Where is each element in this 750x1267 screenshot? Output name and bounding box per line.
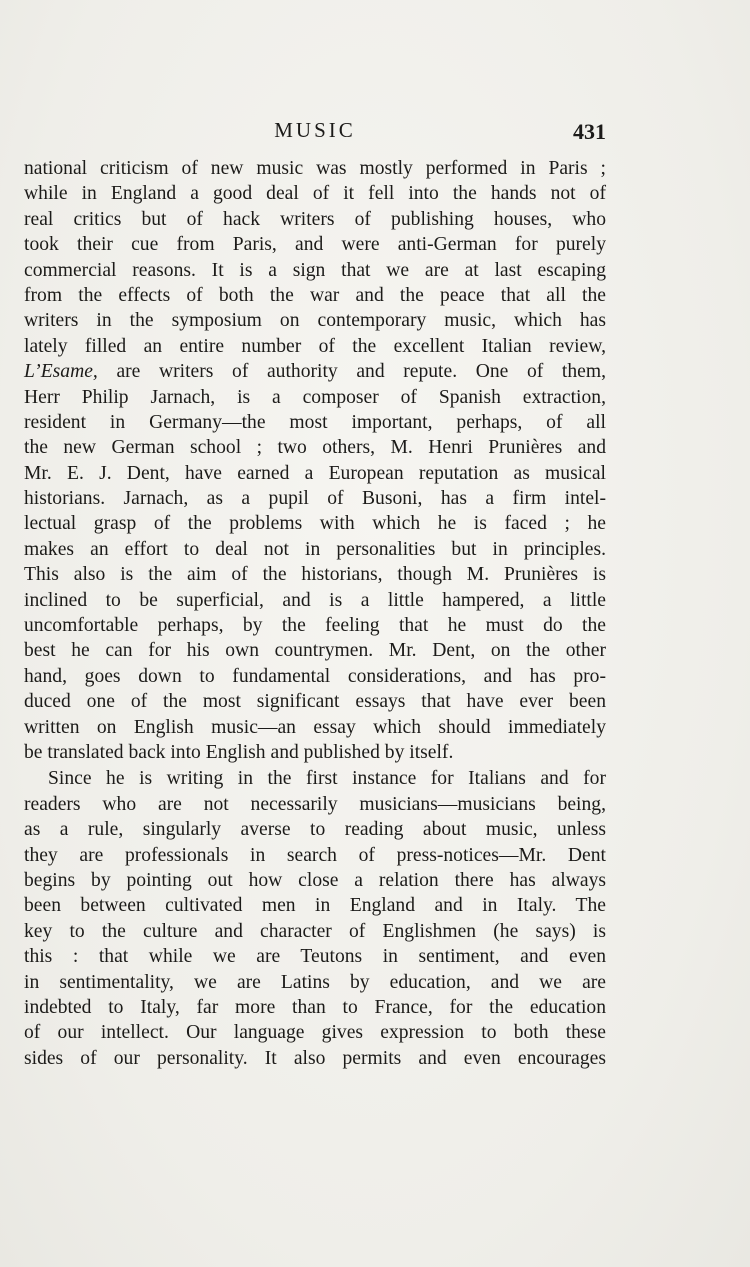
text-line: This also is the aim of the historians, though M. Prunières is — [24, 564, 606, 586]
text-line: key to the culture and character of Englishmen (he says) is — [24, 920, 606, 942]
text-line: Mr. E. J. Dent, have earned a European reputation as musical — [24, 462, 606, 484]
text-line: while in England a good deal of it fell into the hands not of — [24, 183, 606, 205]
text-line: inclined to be superficial, and is a little hampered, a little — [24, 589, 606, 611]
text-line: uncomfortable perhaps, by the feeling that he must do the — [24, 615, 606, 637]
text-line: Herr Philip Jarnach, is a composer of Spanish extraction, — [24, 386, 606, 408]
paragraph-2 — [24, 766, 606, 1071]
text-line: in sentimentality, we are Latins by education, and we are — [24, 971, 606, 993]
text-line: makes an effort to deal not in personalities but in principles. — [24, 538, 606, 560]
body-text — [24, 156, 606, 1071]
text-line-with-italic-title: L’Esame, are writers of authority and repute. One of them, — [24, 361, 606, 383]
text-line: hand, goes down to fundamental considerations, and has pro- — [24, 665, 606, 687]
text-line: real critics but of hack writers of publishing houses, who — [24, 208, 606, 230]
text-line: national criticism of new music was mostly performed in Paris ; — [24, 158, 606, 179]
text-line: lectual grasp of the problems with which he is faced ; he — [24, 513, 606, 535]
text-line: resident in Germany—the most important, perhaps, of all — [24, 411, 606, 433]
text-line: lately filled an entire number of the excellent Italian review, — [24, 335, 606, 357]
text-line: writers in the symposium on contemporary music, which has — [24, 310, 606, 332]
text-line: commercial reasons. It is a sign that we are at last escaping — [24, 259, 606, 281]
text-line: be translated back into English and published by itself. — [24, 741, 454, 763]
text-line: as a rule, singularly averse to reading about music, unless — [24, 819, 606, 841]
text-line: readers who are not necessarily musicians—musicians being, — [24, 793, 606, 815]
text-line: historians. Jarnach, as a pupil of Busoni, has a firm intel- — [24, 488, 606, 510]
text-line: this : that while we are Teutons in sentiment, and even — [24, 946, 606, 968]
running-head: MUSIC — [274, 118, 356, 142]
text-line: been between cultivated men in England and in Italy. The — [24, 895, 606, 917]
text-line: written on English music—an essay which should immediately — [24, 716, 606, 738]
text-line: duced one of the most significant essays that have ever been — [24, 691, 606, 713]
paragraph-1 — [24, 156, 606, 765]
text-line: from the effects of both the war and the peace that all the — [24, 284, 606, 306]
text-line: sides of our personality. It also permits and even encourages — [24, 1047, 606, 1069]
text-line: of our intellect. Our language gives expression to both these — [24, 1022, 606, 1044]
text-line: begins by pointing out how close a relation there has always — [24, 869, 606, 891]
text-line: indebted to Italy, far more than to France, for the education — [24, 996, 606, 1018]
text-line: they are professionals in search of press-notices—Mr. Dent — [24, 844, 606, 866]
text-line: took their cue from Paris, and were anti-German for purely — [24, 234, 606, 256]
page-number: 431 — [573, 119, 606, 144]
page-header — [24, 118, 606, 148]
text-line: best he can for his own countrymen. Mr. Dent, on the other — [24, 640, 606, 662]
text-line: the new German school ; two others, M. Henri Prunières and — [24, 437, 606, 459]
text-line: Since he is writing in the first instance for Italians and for — [48, 768, 606, 790]
italic-journal-title: L’Esame, — [24, 361, 98, 383]
